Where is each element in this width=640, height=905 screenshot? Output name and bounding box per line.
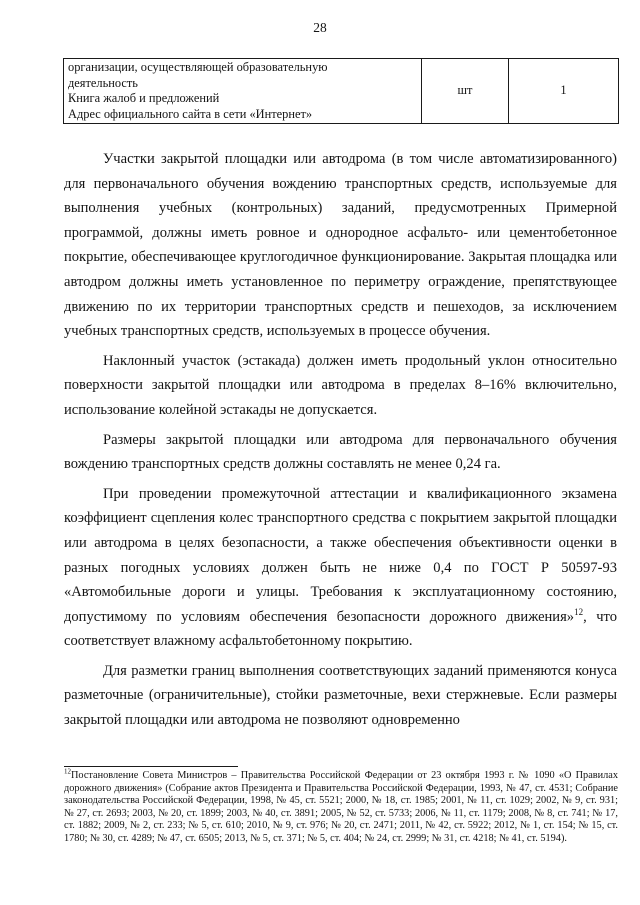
paragraph-gost-tail: , что соответствует влажному асфальтобетонному покрытию. xyxy=(64,608,617,650)
table-name-line: Книга жалоб и предложений xyxy=(68,91,220,106)
table-cell-unit: шт xyxy=(422,59,509,124)
table-cell-name xyxy=(64,59,422,124)
table-row xyxy=(64,59,619,124)
footnote-number: 12 xyxy=(64,767,71,776)
footnote-text: Постановление Совета Министров – Правительства Российской Федерации от 23 октября 1993 г. № 1090 «О Правилах дорожного движения» (Собрание актов Президента и Правительства Российской Федерации, 1993, № 47, ст. 4531; Собрание законодательства Российской Федерации, 1998, № 45, ст. 5521; 2000, № 18, ст. 1985; 2001, № 11, ст. 1029; 2002, № 9, ст. 931; № 27, ст. 2693; 2003, № 20, ст. 1899; 2003, № 40, ст. 3891; 2005, № 52, ст. 5733; 2006, № 11, ст. 1179; 2008, № 8, ст. 741; № 17, ст. 1882; 2009, № 2, ст. 233; № 5, ст. 610; 2010, № 9, ст. 976; № 20, ст. 2471; 2011, № 42, ст. 5922; 2012, № 1, ст. 154; № 15, ст. 1780; № 30, ст. 4289; № 47, ст. 6505; 2013, № 5, ст. 371; № 5, ст. 404; № 24, ст. 2999; № 31, ст. 4218; № 41, ст. 5194). xyxy=(64,770,618,844)
equipment-table xyxy=(63,58,619,124)
paragraph: Наклонный участок (эстакада) должен иметь продольный уклон относительно поверхности закрытой площадки или автодрома в пределах 8–16% включительно, использование колейной эстакады не допускается. xyxy=(64,352,617,418)
footnote-reference[interactable]: 12 xyxy=(574,606,584,617)
paragraph: Для разметки границ выполнения соответствующих заданий применяются конуса разметочные (ограничительные), стойки разметочные, вехи стержневые. Если размеры закрытой площадки или автодрома не позволяют одновременно xyxy=(64,662,617,729)
paragraph: Размеры закрытой площадки или автодрома для первоначального обучения вождению транспортных средств должны составлять не менее 0,24 га. xyxy=(64,431,617,473)
body-text xyxy=(64,147,617,738)
footnote-divider xyxy=(64,766,238,767)
footnote xyxy=(64,767,618,846)
page-number: 28 xyxy=(313,20,327,35)
table-name-line: деятельность xyxy=(68,75,138,90)
table-name-line: организации, осуществляющей образовательную xyxy=(68,60,328,74)
paragraph-gost-text: При проведении промежуточной аттестации и квалификационного экзамена коэффициент сцепления колес транспортного средства с покрытием закрытой площадки или автодрома в целях безопасности, а также обеспечения объективности оценки в разных погодных условиях должен быть не ниже 0,4 по ГОСТ Р 50597-93 «Автомобильные дороги и улицы. Требования к эксплуатационному состоянию, допустимому по условиям обеспечения безопасности дорожного движения» xyxy=(64,485,617,625)
paragraph-gost xyxy=(64,482,617,654)
table-name-line: Адрес официального сайта в сети «Интернет» xyxy=(68,106,313,121)
table-cell-quantity: 1 xyxy=(509,59,619,124)
paragraph: Участки закрытой площадки или автодрома (в том числе автоматизированного) для первоначального обучения вождению транспортных средств, используемые для выполнения учебных (контрольных) заданий, предусмотренных Примерной программой, должны иметь ровное и однородное асфальто- или цементобетонное покрытие, обеспечивающее круглогодичное функционирование. Закрытая площадка или автодром должны иметь установленное по периметру ограждение, препятствующее движению по их территории транспортных средств и пешеходов, за исключением учебных транспортных средств, используемых в процессе обучения. xyxy=(64,151,617,340)
